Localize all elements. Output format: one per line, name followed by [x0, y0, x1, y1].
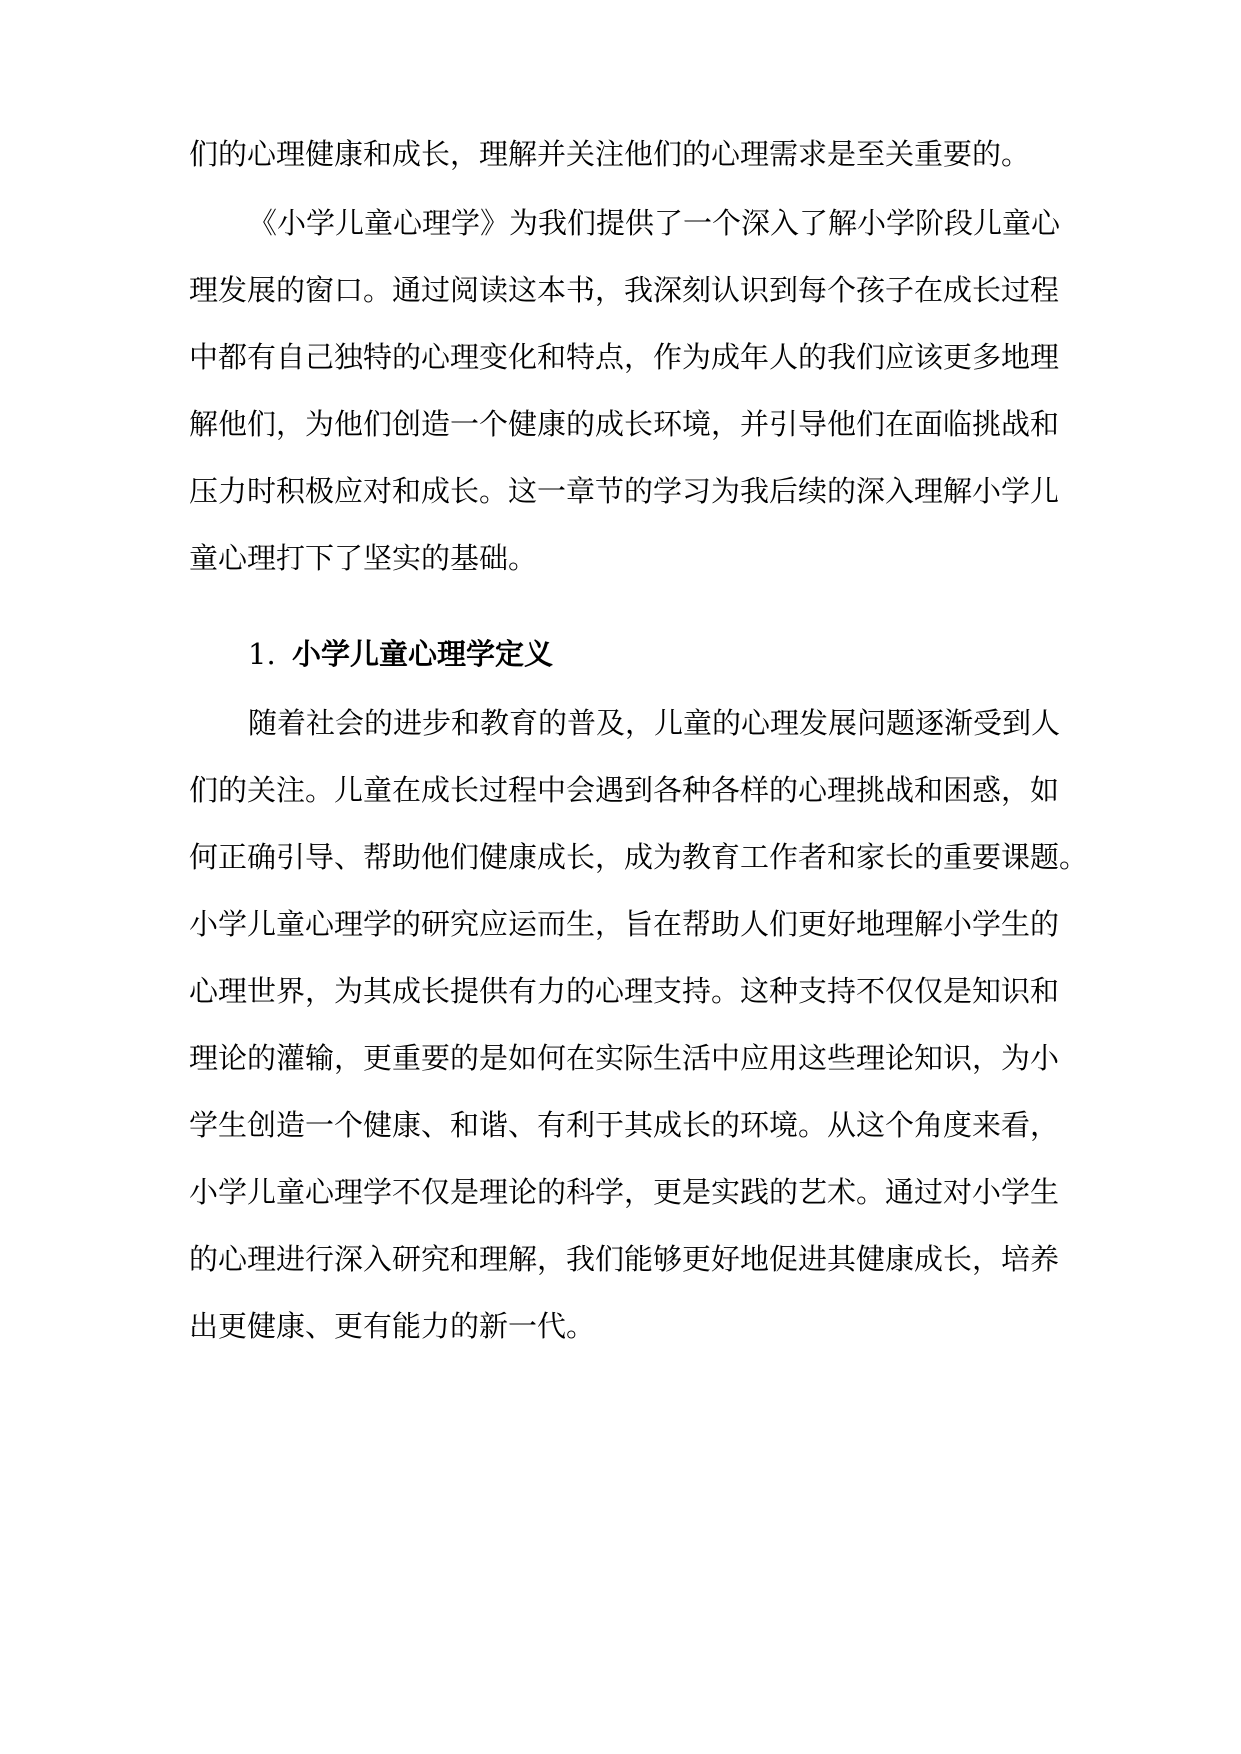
paragraph-line: 随着社会的进步和教育的普及，儿童的心理发展问题逐渐受到人: [248, 706, 1061, 740]
paragraph-line: 学生创造一个健康、和谐、有利于其成长的环境。从这个角度来看，: [189, 1108, 1060, 1142]
paragraph-line: 小学儿童心理学不仅是理论的科学，更是实践的艺术。通过对小学生: [189, 1175, 1060, 1209]
paragraph-line: 理论的灌输，更重要的是如何在实际生活中应用这些理论知识，为小: [189, 1041, 1060, 1075]
paragraph-line: 压力时积极应对和成长。这一章节的学习为我后续的深入理解小学儿: [189, 474, 1060, 508]
paragraph-line: 出更健康、更有能力的新一代。: [189, 1309, 596, 1343]
paragraph-line: 们的关注。儿童在成长过程中会遇到各种各样的心理挑战和困惑，如: [189, 773, 1060, 807]
paragraph-line: 中都有自己独特的心理变化和特点，作为成年人的我们应该更多地理: [189, 340, 1060, 374]
paragraph-line: 的心理进行深入研究和理解，我们能够更好地促进其健康成长，培养: [189, 1242, 1060, 1276]
section-title: 小学儿童心理学定义: [292, 637, 554, 671]
section-number: 1.: [248, 637, 276, 671]
paragraph-line: 小学儿童心理学的研究应运而生，旨在帮助人们更好地理解小学生的: [189, 907, 1060, 941]
paragraph-line: 童心理打下了坚实的基础。: [189, 541, 538, 575]
section-heading: [248, 634, 553, 674]
paragraph-line: 们的心理健康和成长，理解并关注他们的心理需求是至关重要的。: [189, 137, 1031, 171]
paragraph-line: 理发展的窗口。通过阅读这本书，我深刻认识到每个孩子在成长过程: [189, 273, 1060, 307]
paragraph-line: 心理世界，为其成长提供有力的心理支持。这种支持不仅仅是知识和: [189, 974, 1060, 1008]
paragraph-line: 解他们，为他们创造一个健康的成长环境，并引导他们在面临挑战和: [189, 407, 1060, 441]
paragraph-line: 何正确引导、帮助他们健康成长，成为教育工作者和家长的重要课题。: [189, 840, 1089, 874]
paragraph-line: 《小学儿童心理学》为我们提供了一个深入了解小学阶段儿童心: [248, 206, 1061, 240]
